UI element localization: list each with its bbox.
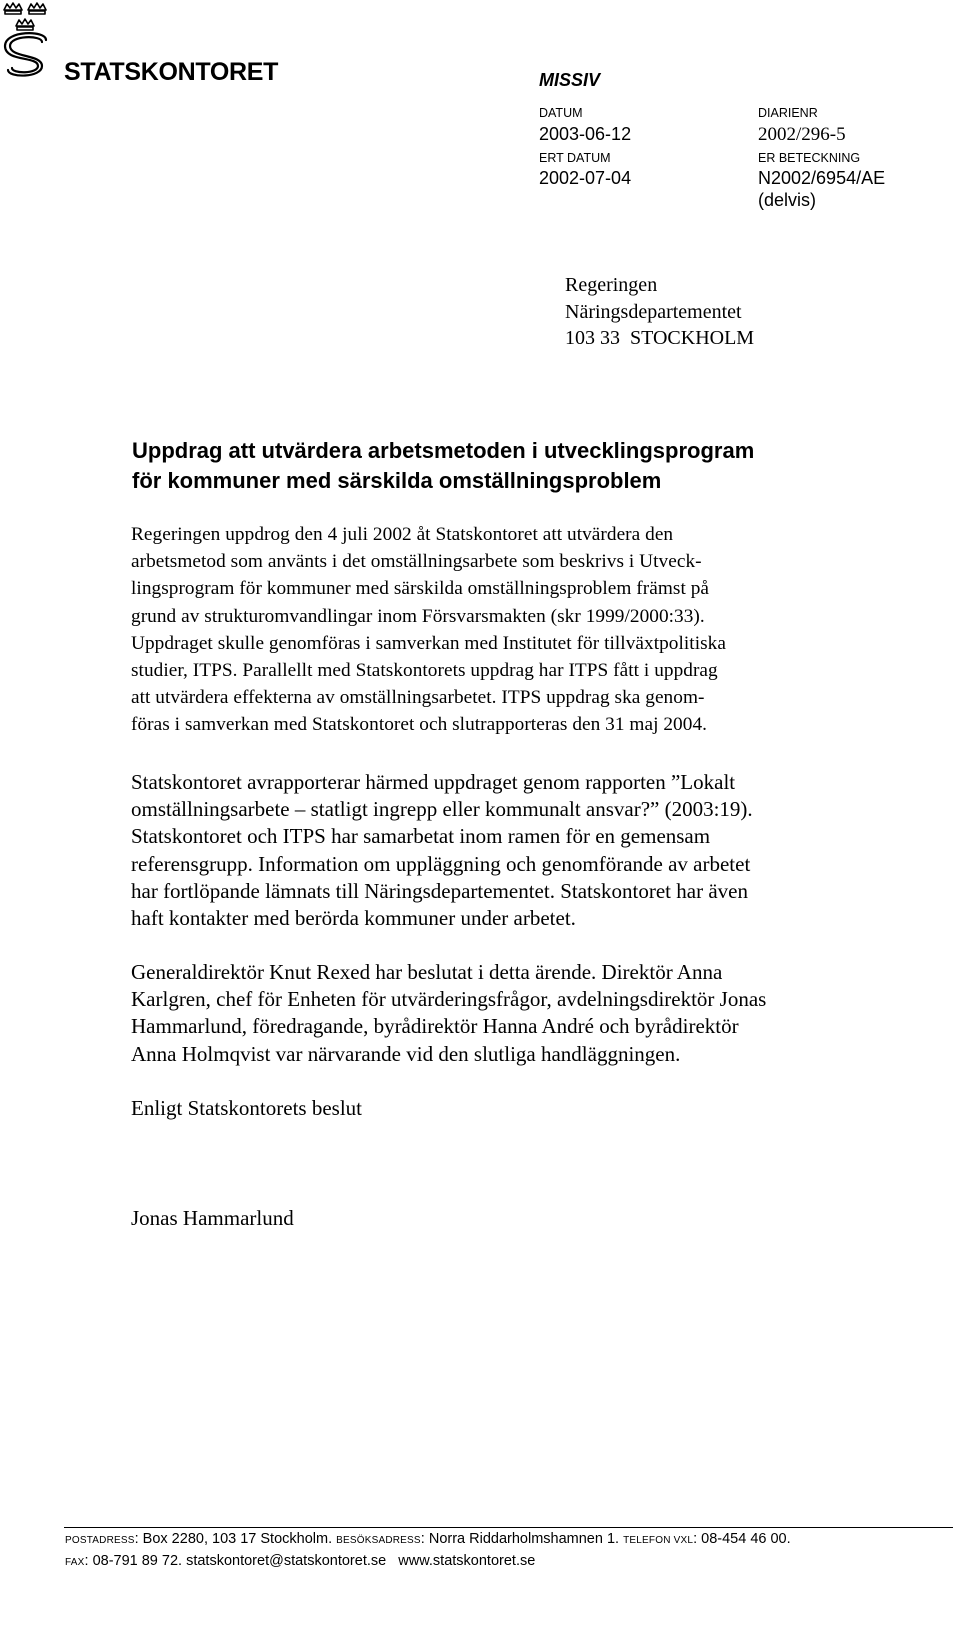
telefon-value: 08-454 46 00. [701, 1531, 791, 1547]
text-line: haft kontakter med berörda kommuner under arbetet. [131, 906, 576, 931]
text-line: Hammarlund, föredragande, byrådirektör Hanna André och byrådirektör [131, 1014, 739, 1039]
signatory-name: Jonas Hammarlund [131, 1206, 294, 1230]
recipient-line: 103 33 STOCKHOLM [565, 327, 755, 349]
title-line: Uppdrag att utvärdera arbetsmetoden i utvecklingsprogram [132, 438, 755, 463]
text-line: arbetsmetod som använts i det omställningsarbete som beskrivs i Utveck- [131, 551, 702, 573]
ert-datum-label: ERT DATUM [539, 151, 611, 165]
footer-divider [64, 1527, 953, 1528]
email-link[interactable]: statskontoret@statskontoret.se [186, 1553, 387, 1569]
besoksadress-value: Norra Riddarholmshamnen 1. [428, 1531, 620, 1547]
er-beteckning-label: ER BETECKNING [758, 151, 861, 165]
ert-datum-value: 2002-07-04 [539, 168, 632, 188]
telefon-label: TELEFON VXL [623, 1535, 694, 1546]
text-line: grund av strukturomvandlingar inom Försvarsmakten (skr 1999/2000:33). [131, 605, 705, 627]
recipient-line: Näringsdepartementet [565, 300, 742, 323]
text-line: referensgrupp. Information om uppläggning och genomförande av arbetet [131, 851, 751, 876]
postadress-value: Box 2280, 103 17 Stockholm. [142, 1531, 333, 1547]
body-paragraph-3 [131, 959, 871, 1068]
datum-value: 2003-06-12 [539, 124, 632, 144]
text-line: föras i samverkan med Statskontoret och slutrapporteras den 31 maj 2004. [131, 714, 708, 736]
datum-label: DATUM [539, 106, 583, 120]
text-line: Statskontoret avrapporterar härmed uppdraget genom rapporten ”Lokalt [131, 770, 736, 794]
fax-label: FAX [65, 1557, 85, 1568]
text-line: lingsprogram för kommuner med särskilda omställningsproblem främst på [131, 578, 710, 600]
website-link[interactable]: www.statskontoret.se [398, 1553, 536, 1569]
diarienr-value: 2002/296-5 [758, 124, 846, 145]
statskontoret-logo-emblem [2, 2, 52, 89]
postadress-label: POSTADRESS [65, 1535, 135, 1546]
text-line: har fortlöpande lämnats till Näringsdepartementet. Statskontoret har även [131, 878, 748, 903]
text-line: studier, ITPS. Parallellt med Statskontorets uppdrag har ITPS fått i uppdrag [131, 660, 718, 682]
recipient-line: Regeringen [565, 274, 658, 296]
er-beteckning-note: (delvis) [758, 190, 817, 210]
document-type: MISSIV [539, 70, 601, 90]
recipient-address [565, 272, 754, 352]
text-line: Karlgren, chef för Enheten för utvärderingsfrågor, avdelningsdirektör Jonas [131, 987, 767, 1012]
three-crowns-s-emblem-icon [2, 2, 52, 84]
footer-line-2: FAX: 08-791 89 72. statskontoret@statskontoret.se www.statskontoret.se [65, 1553, 536, 1569]
besoksadress-label: BESÖKSADRESS [336, 1535, 421, 1546]
text-line: Anna Holmqvist var närvarande vid den slutliga handläggningen. [131, 1041, 681, 1066]
text-line: att utvärdera effekterna av omställningsarbetet. ITPS uppdrag ska genom- [131, 687, 705, 709]
body-paragraph-2 [131, 769, 871, 932]
text-line: omställningsarbete – statligt ingrepp eller kommunalt ansvar?” (2003:19). [131, 797, 753, 822]
text-line: Regeringen uppdrog den 4 juli 2002 åt Statskontoret att utvärdera den [131, 524, 674, 545]
document-title [132, 436, 872, 496]
text-line: Generaldirektör Knut Rexed har beslutat i detta ärende. Direktör Anna [131, 960, 723, 984]
body-paragraph-1 [131, 521, 871, 739]
footer [65, 1529, 791, 1573]
text-line: Uppdraget skulle genomföras i samverkan med Institutet för tillväxtpolitiska [131, 632, 726, 654]
decision-line: Enligt Statskontorets beslut [131, 1096, 362, 1120]
fax-value: 08-791 89 72. [92, 1553, 183, 1569]
logo-wordmark: STATSKONTORET [64, 58, 279, 86]
footer-line-1: POSTADRESS: Box 2280, 103 17 Stockholm. BESÖKSADRESS: Norra Riddarholmshamnen 1. TELEFON VXL: 08-454 46 00. [65, 1531, 791, 1547]
diarienr-label: DIARIENR [758, 106, 818, 120]
text-line: Statskontoret och ITPS har samarbetat inom ramen för en gemensam [131, 824, 711, 849]
er-beteckning-value: N2002/6954/AE [758, 168, 886, 188]
title-line: för kommuner med särskilda omställningsproblem [132, 468, 662, 493]
